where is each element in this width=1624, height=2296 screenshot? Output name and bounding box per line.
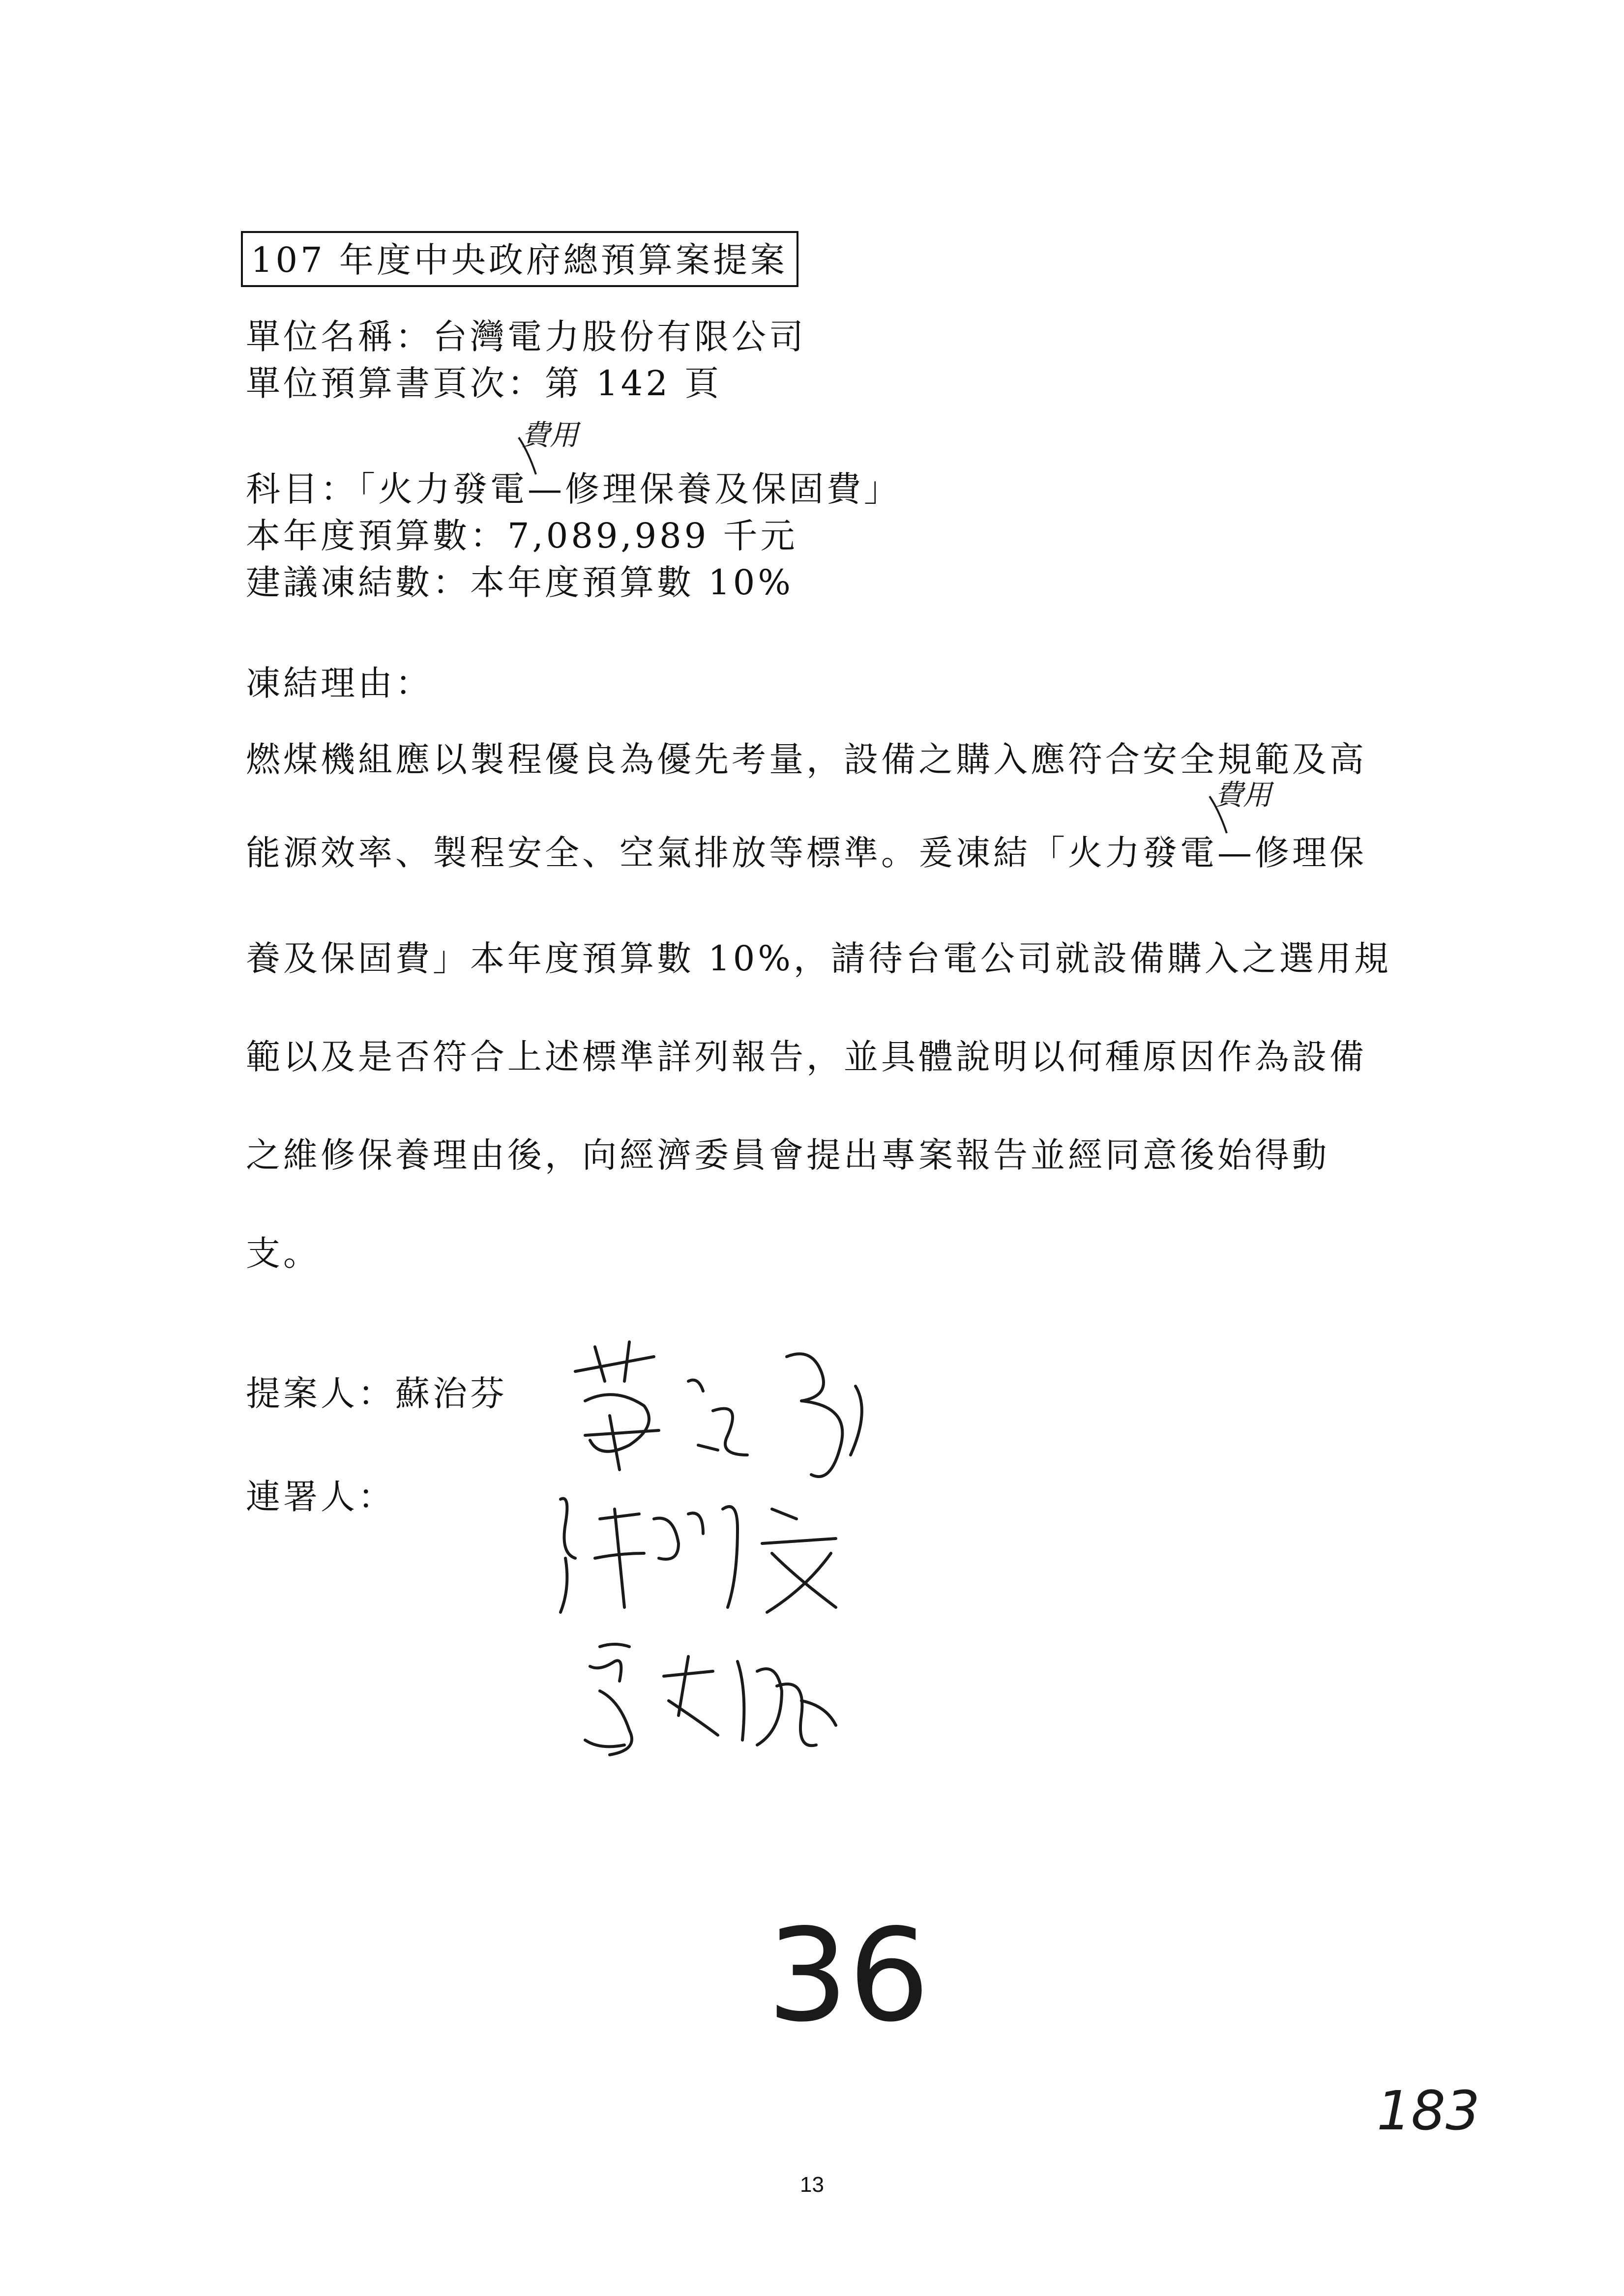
handwritten-insert-reason: 費用 [1214, 778, 1272, 812]
reason-line-3: 養及保固費」本年度預算數 10%，請待台電公司就設備購入之選用規 [246, 938, 1391, 979]
reason-line-1: 燃煤機組應以製程優良為優先考量，設備之購入應符合安全規範及高 [246, 739, 1367, 780]
reason-line-2: 能源效率、製程安全、空氣排放等標準。爰凍結「火力發電—修理保 [246, 833, 1367, 873]
handwritten-number-36: 36 [767, 1902, 930, 2050]
proposer-label: 提案人：蘇治芬 [246, 1373, 507, 1414]
insert-caret-reason [1207, 791, 1246, 836]
handwritten-corner-number: 183 [1377, 2079, 1480, 2142]
reason-line-4: 範以及是否符合上述標準詳列報告，並具體說明以何種原因作為設備 [246, 1037, 1367, 1077]
budget-page-reference: 單位預算書頁次：第 142 頁 [246, 363, 722, 404]
page-number: 13 [800, 2173, 824, 2197]
reason-line-5: 之維修保養理由後，向經濟委員會提出專案報告並經同意後始得動 [246, 1135, 1329, 1175]
cosigners-label: 連署人： [246, 1477, 395, 1517]
proposer-signature [556, 1327, 910, 1494]
unit-name: 單位名稱：台灣電力股份有限公司 [246, 317, 806, 357]
cosigner-signature-1 [541, 1480, 895, 1627]
cosigner-signature-2 [570, 1632, 846, 1774]
subject-line: 科目：「火力發電—修理保養及保固費」 [246, 469, 901, 509]
freeze-reason-heading: 凍結理由： [246, 663, 433, 703]
reason-line-6: 支。 [246, 1233, 321, 1274]
document-title: 107 年度中央政府總預算案提案 [241, 231, 798, 287]
handwritten-insert-subject: 費用 [521, 418, 579, 452]
proposed-freeze-amount: 建議凍結數：本年度預算數 10% [246, 562, 794, 603]
annual-budget: 本年度預算數：7,089,989 千元 [246, 516, 798, 556]
